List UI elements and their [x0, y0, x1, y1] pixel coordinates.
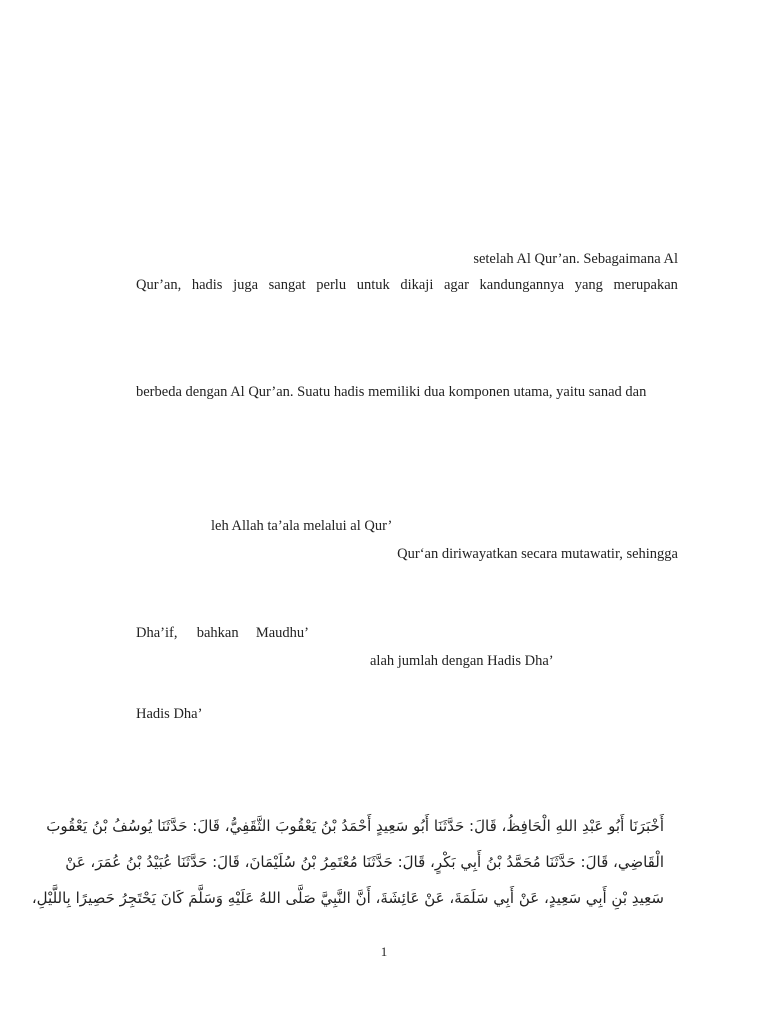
text-line-4: leh Allah ta’ala melalui al Qur’ — [211, 518, 393, 534]
arabic-line-1: أَخْبَرَنَا أَبُو عَبْدِ اللهِ الْحَافِظُ، قَالَ: حَدَّثَنَا أَبُو سَعِيدٍ أَحْمَدُ بْنُ يَعْقُوبَ الثَّقَفِيُّ، قَالَ: حَدَّثَنَا يُوسُفُ بْنُ يَعْقُوبَ — [46, 817, 664, 835]
text-line-2 — [136, 276, 678, 294]
text-line-1: setelah Al Qur’an. Sebagaimana Al — [473, 251, 678, 267]
text-line-8: Hadis Dha’ — [136, 706, 203, 722]
text-line-5: Qur‘an diriwayatkan secara mutawatir, sehingga — [397, 546, 678, 562]
arabic-line-3: سَعِيدِ بْنِ أَبِي سَعِيدٍ، عَنْ أَبِي سَلَمَةَ، عَنْ عَائِشَةَ، أَنَّ النَّبِيَّ صَلَّى اللهُ عَلَيْهِ وَسَلَّمَ كَانَ يَحْتَجِرُ حَصِيرًا بِاللَّيْلِ، — [31, 889, 664, 907]
word: Qur’an, — [136, 277, 182, 293]
word: Dha’if, — [136, 625, 178, 641]
word: perlu — [316, 277, 347, 293]
word: yang — [574, 277, 603, 293]
text-line-7: alah jumlah dengan Hadis Dha’ — [370, 653, 554, 669]
arabic-line-2: الْقَاضِي، قَالَ: حَدَّثَنَا مُحَمَّدُ بْنُ أَبِي بَكْرٍ، قَالَ: حَدَّثَنَا مُعْتَمِرُ بْنُ سُلَيْمَانَ، قَالَ: حَدَّثَنَا عُبَيْدُ بْنُ عُمَرَ، عَنْ — [65, 853, 664, 871]
word: kandungannya — [479, 277, 565, 293]
word: agar — [443, 277, 469, 293]
word: hadis — [191, 277, 223, 293]
word: Maudhu’ — [255, 625, 310, 641]
page-number: 1 — [380, 944, 388, 959]
word: dikaji — [400, 277, 434, 293]
word: juga — [233, 277, 259, 293]
word: untuk — [356, 277, 390, 293]
text-line-6 — [136, 624, 309, 642]
word: sangat — [268, 277, 306, 293]
text-line-3: berbeda dengan Al Qur’an. Suatu hadis memiliki dua komponen utama, yaitu sanad dan — [136, 384, 647, 400]
word: merupakan — [613, 277, 678, 293]
word: bahkan — [196, 625, 239, 641]
